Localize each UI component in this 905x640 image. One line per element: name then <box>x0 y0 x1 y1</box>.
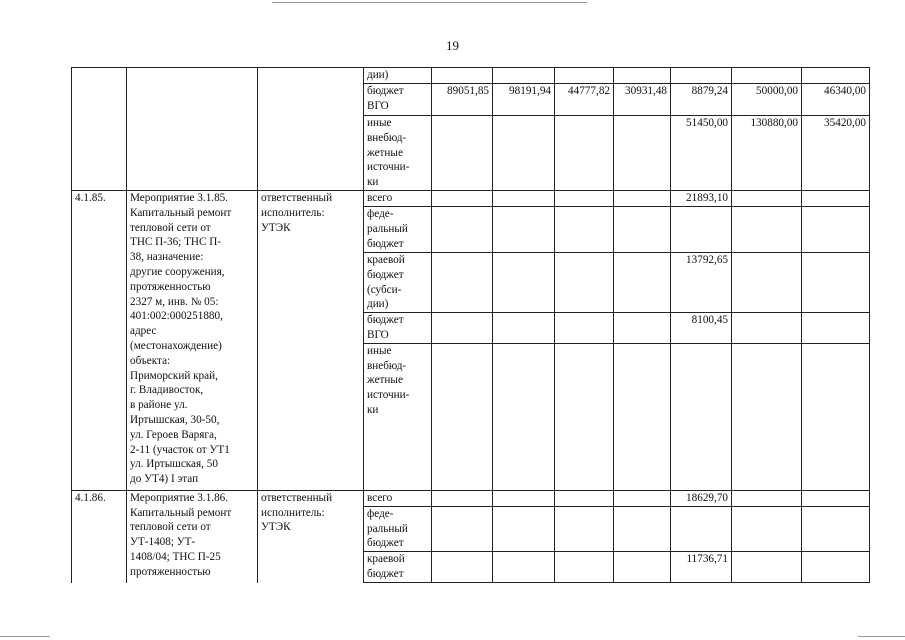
cell-value: 130880,00 <box>732 116 802 191</box>
bottom-rule-right <box>858 636 905 637</box>
cell-value: 44777,82 <box>555 84 614 116</box>
cell-desc <box>127 68 258 191</box>
cell-value: 98191,94 <box>493 84 555 116</box>
cell-value: 13792,65 <box>671 252 732 312</box>
bottom-rule-left <box>0 636 50 637</box>
cell-source: всего <box>364 490 432 506</box>
cell-desc: Мероприятие 3.1.86. Капитальный ремонт тепловой сети от УТ-1408; УТ- 1408/04; ТНС П-25 протяженностью <box>127 490 258 582</box>
cell-source: иные внебюд- жетные источни- ки <box>364 343 432 490</box>
cell-value: 89051,85 <box>432 84 493 116</box>
cell-source: феде- ральный бюджет <box>364 206 432 252</box>
cell-num: 4.1.86. <box>72 490 127 582</box>
table-row <box>72 190 870 206</box>
cell-value: 21893,10 <box>671 190 732 206</box>
table-row <box>72 490 870 506</box>
cell-exec: ответственный исполнитель: УТЭК <box>258 490 364 582</box>
cell-value: 35420,00 <box>802 116 870 191</box>
cell-value: 11736,71 <box>671 552 732 583</box>
cell-source: бюджет ВГО <box>364 84 432 116</box>
top-rule <box>272 2 587 3</box>
cell-value: 50000,00 <box>732 84 802 116</box>
cell-value: 8879,24 <box>671 84 732 116</box>
cell-source: бюджет ВГО <box>364 313 432 344</box>
cell-value: 51450,00 <box>671 116 732 191</box>
cell-desc: Мероприятие 3.1.85. Капитальный ремонт тепловой сети от ТНС П-36; ТНС П- 38, назначение: другие сооружения, протяженностью 2327 м, инв. № 05: 401:002:000251880, адрес (местонахождение) объекта: Приморский край, г. Владивосток, в районе ул. Иртышская, 30-50, ул. Героев Варяга, 2-11 (участок от УТ1 ул. Иртышская, 50 до УТ4) I этап <box>127 190 258 490</box>
cell-source: всего <box>364 190 432 206</box>
cell-exec: ответственный исполнитель: УТЭК <box>258 190 364 490</box>
cell-source: краевой бюджет (субси- дии) <box>364 252 432 312</box>
page-number: 19 <box>446 38 459 53</box>
table-row <box>72 68 870 84</box>
cell-source: феде- ральный бюджет <box>364 506 432 551</box>
budget-table <box>71 67 870 583</box>
cell-num <box>72 68 127 191</box>
cell-value: 8100,45 <box>671 313 732 344</box>
cell-value: 30931,48 <box>614 84 671 116</box>
cell-source: дии) <box>364 68 432 84</box>
cell-value: 18629,70 <box>671 490 732 506</box>
cell-source: краевой бюджет <box>364 552 432 583</box>
cell-exec <box>258 68 364 191</box>
cell-source: иные внебюд- жетные источни- ки <box>364 116 432 191</box>
cell-value: 46340,00 <box>802 84 870 116</box>
cell-num: 4.1.85. <box>72 190 127 490</box>
